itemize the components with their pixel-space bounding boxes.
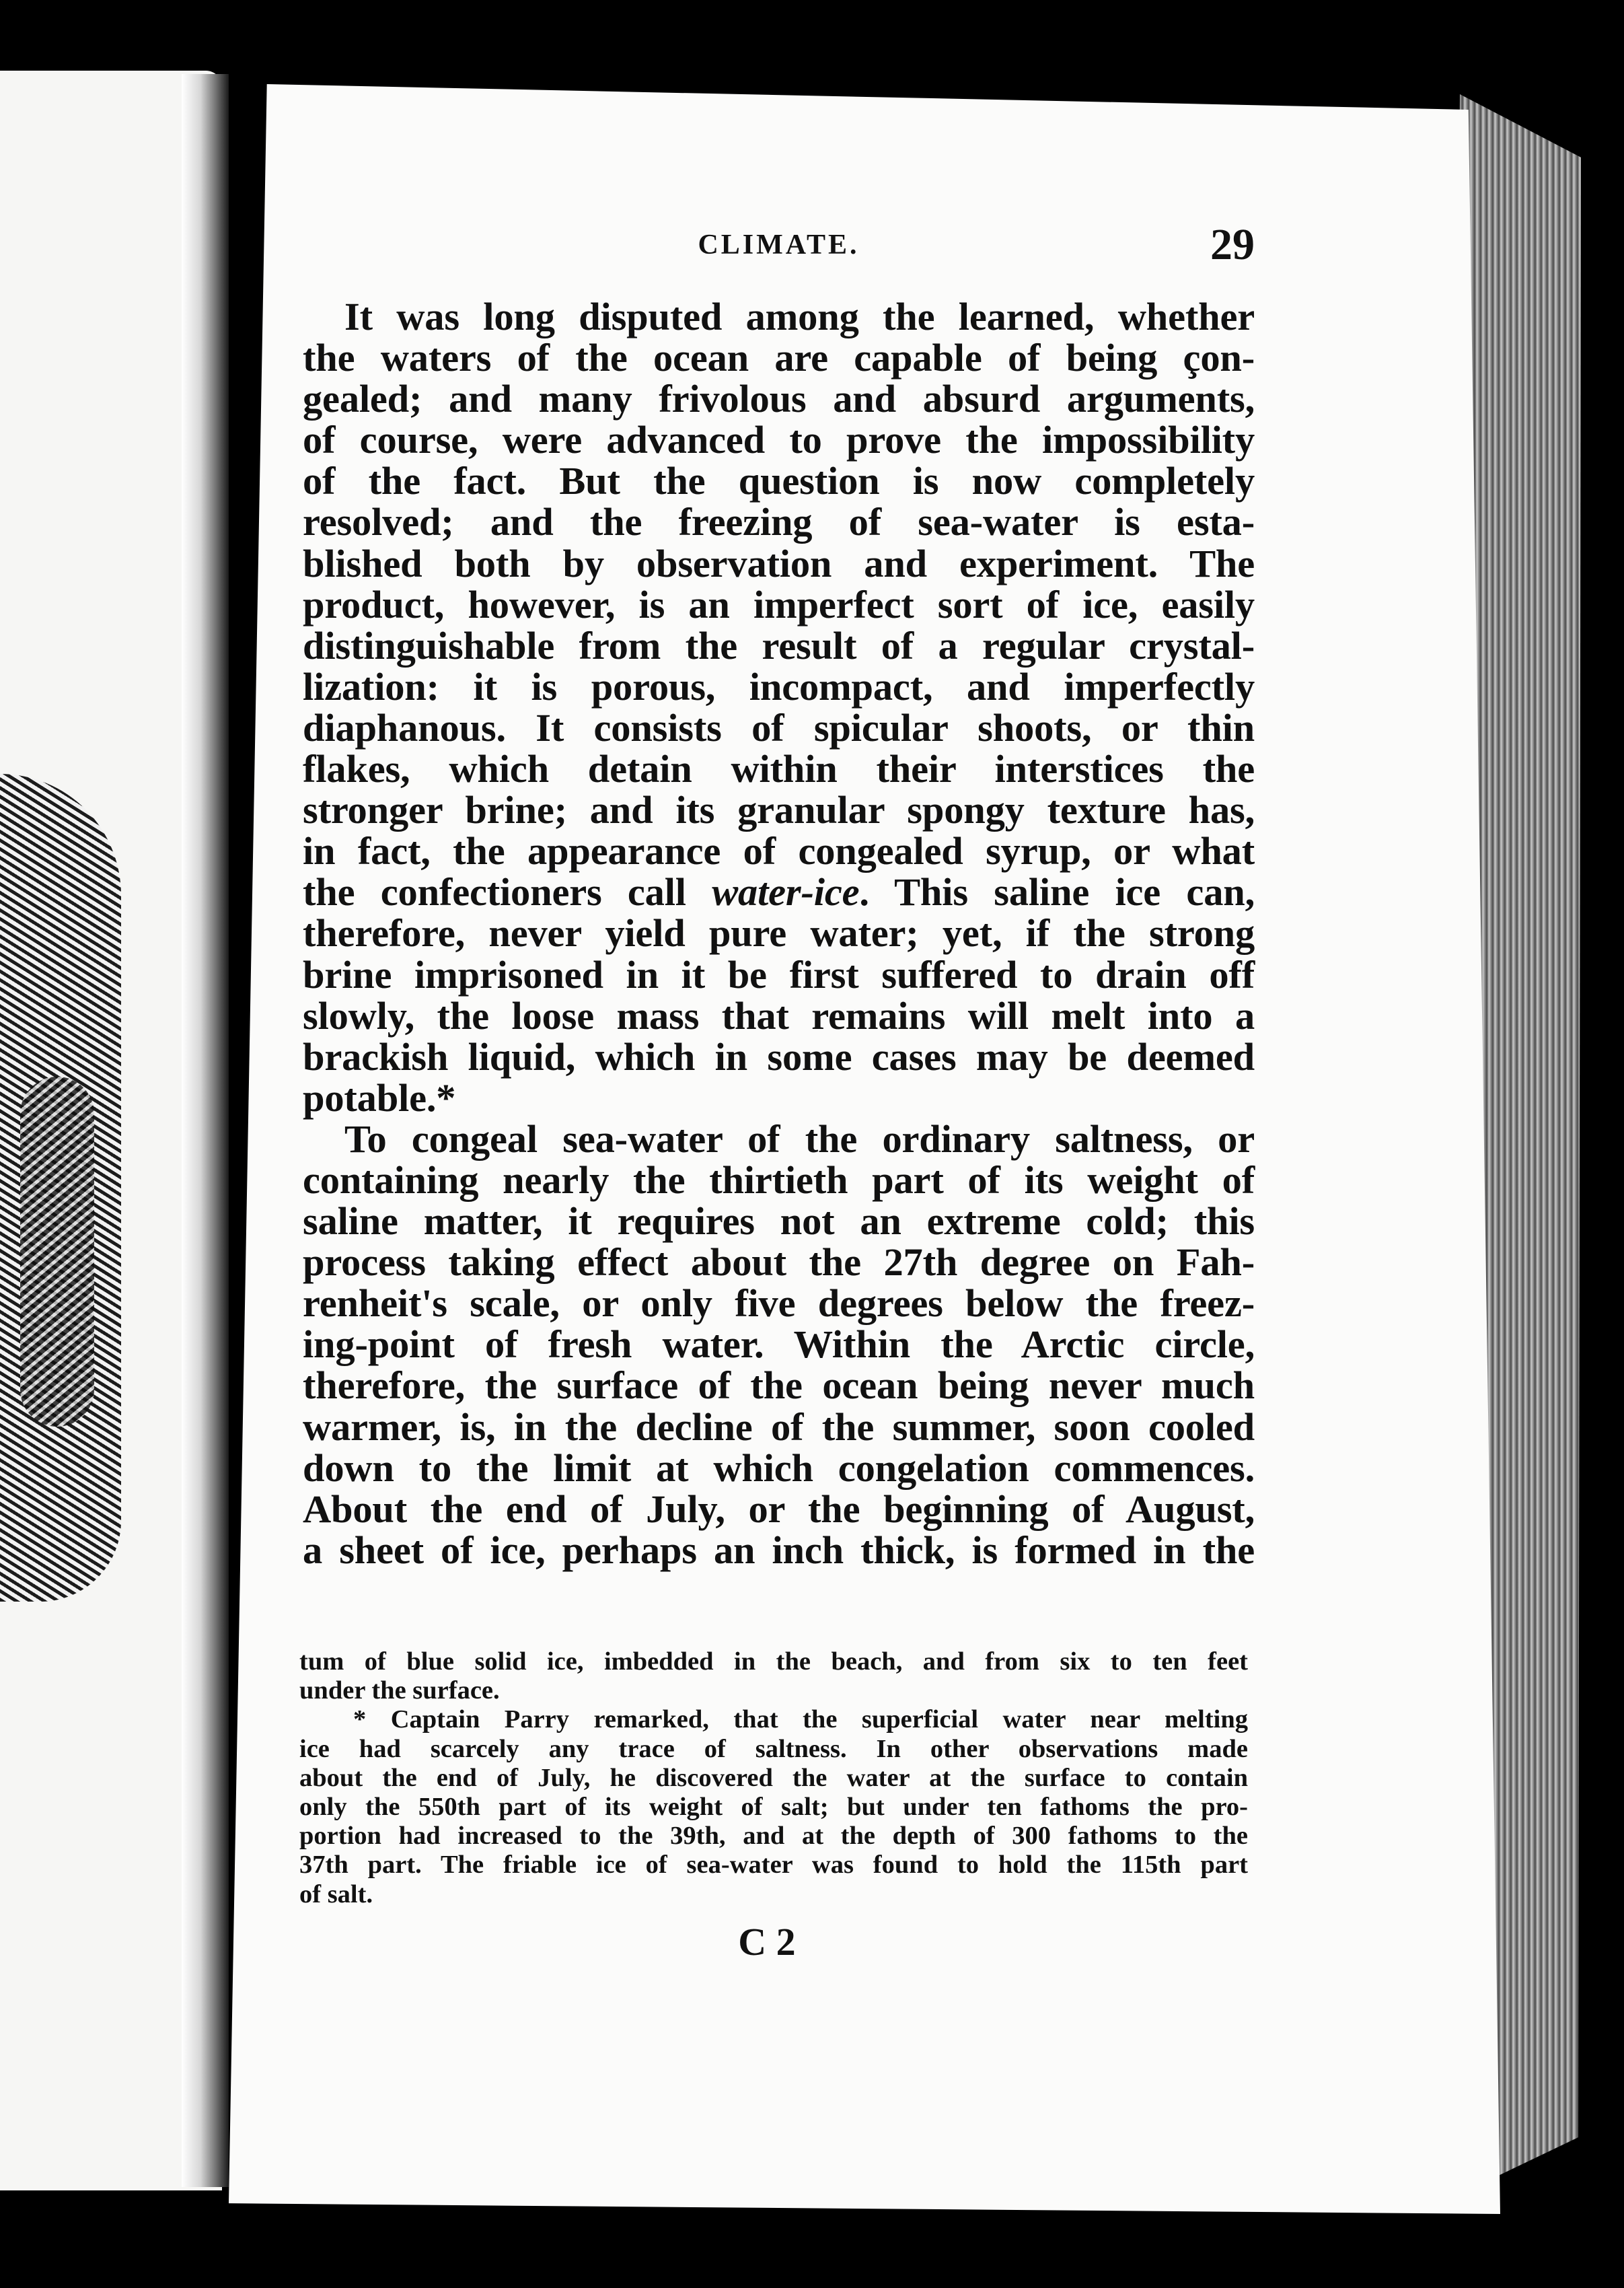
running-head: CLIMATE. [698, 229, 860, 260]
text-line: the waters of the ocean are capable of being çon- [303, 336, 1255, 380]
text-line: ing-point of fresh water. Within the Arctic circle, [303, 1322, 1255, 1367]
text-line: stronger brine; and its granular spongy texture has, [303, 788, 1255, 832]
text-line: containing nearly the thirtieth part of its weight of [303, 1157, 1255, 1202]
footnote-line: 37th part. The friable ice of sea-water was found to hold the 115th part [299, 1851, 1248, 1880]
footnote-line: about the end of July, he discovered the water at the surface to contain [299, 1763, 1248, 1792]
text-line: of course, were advanced to prove the impossibility [303, 418, 1255, 462]
footnote-line: portion had increased to the 39th, and at the depth of 300 fathoms to the [299, 1822, 1248, 1851]
page-header [303, 220, 1255, 283]
italic-term: water-ice [712, 870, 860, 915]
text-line: gealed; and many frivolous and absurd arguments, [303, 377, 1255, 421]
text-line: therefore, the surface of the ocean being never much [303, 1363, 1255, 1408]
text-line: lization: it is porous, incompact, and imperfectly [303, 664, 1255, 709]
footnote-line: tum of blue solid ice, imbedded in the beach, and from six to ten feet [299, 1647, 1248, 1676]
footnote-line: of salt. [299, 1880, 373, 1908]
text-line: About the end of July, or the beginning of August, [303, 1487, 1255, 1531]
footnotes [299, 1647, 1248, 1909]
footnote-line: * Captain Parry remarked, that the superficial water near melting [353, 1705, 1248, 1734]
text-line: therefore, never yield pure water; yet, if the strong [303, 911, 1255, 956]
text-line: saline matter, it requires not an extreme cold; this [303, 1199, 1255, 1244]
text-line: warmer, is, in the decline of the summer, soon cooled [303, 1404, 1255, 1449]
text-line: To congeal sea-water of the ordinary saltness, or [344, 1116, 1255, 1161]
footnote-line: under the surface. [299, 1676, 500, 1705]
footnote-line: only the 550th part of its weight of salt; but under ten fathoms the pro- [299, 1793, 1248, 1822]
signature-mark: C 2 [738, 1920, 796, 1964]
text-line: the confectioners call water-ice. This saline ice can, [303, 870, 1255, 915]
text-line: diaphanous. It consists of spicular shoots, or thin [303, 705, 1255, 750]
text-line: It was long disputed among the learned, whether [344, 295, 1255, 338]
text-line: potable.* [303, 1075, 456, 1120]
text-line: product, however, is an imperfect sort of ice, easily [303, 582, 1255, 627]
text-line: in fact, the appearance of congealed syrup, or what [303, 829, 1255, 873]
text-line: brine imprisoned in it be first suffered to drain off [303, 952, 1255, 997]
body-text [303, 296, 1255, 1571]
page-number: 29 [1210, 220, 1255, 269]
text-line: down to the limit at which congelation commences. [303, 1445, 1255, 1490]
text-line: distinguishable from the result of a regular crystal- [303, 623, 1255, 668]
footnote-line: ice had scarcely any trace of saltness. In other observations made [299, 1734, 1248, 1763]
text-line: of the fact. But the question is now completely [303, 459, 1255, 503]
text-line: resolved; and the freezing of sea-water is esta- [303, 500, 1255, 544]
text-line: blished both by observation and experiment. The [303, 541, 1255, 585]
text-line: a sheet of ice, perhaps an inch thick, is formed in the [303, 1528, 1255, 1572]
text-line: slowly, the loose mass that remains will melt into a [303, 993, 1255, 1038]
book-gutter [182, 74, 229, 2187]
text-line: flakes, which detain within their interstices the [303, 747, 1255, 791]
engraving-detail [20, 1077, 94, 1427]
text-line: process taking effect about the 27th degree on Fah- [303, 1240, 1255, 1285]
text-line: brackish liquid, which in some cases may be deemed [303, 1034, 1255, 1079]
text-line: renheit's scale, or only five degrees below the freez- [303, 1281, 1255, 1326]
